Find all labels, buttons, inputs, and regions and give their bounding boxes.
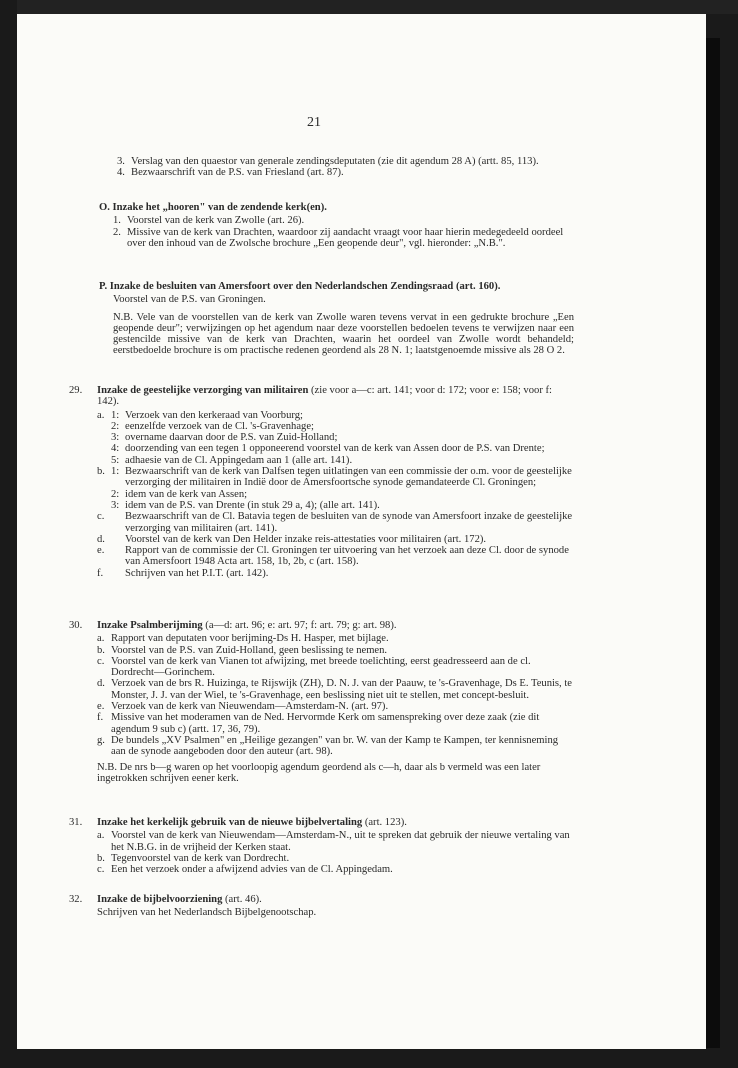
section-reference: (art. 123). bbox=[364, 817, 407, 828]
item-label: c. bbox=[97, 511, 105, 523]
section-reference: (a—d: art. 96; e: art. 97; f: art. 79; g: art. 98). bbox=[205, 620, 397, 631]
item-label: e. bbox=[97, 701, 105, 713]
item-text: Verzoek van de brs R. Huizinga, te Rijswijk (ZH), D. N. J. van der Paauw, te 's-Gravenhage, Ds E. Teunis, te Monster, J. J. van der Wiel, te 's-Gravenhage, een beslissing niet uit te stellen, met concept-besluit. bbox=[111, 678, 572, 701]
list-item bbox=[97, 568, 574, 579]
item-text: Rapport van de commissie der Cl. Groningen ter uitvoering van het verzoek aan deze Cl. door de synode van Amersfoort 1948 Acta art. 158, 1b, 2b, c (art. 158). bbox=[125, 545, 569, 568]
intro-list bbox=[117, 156, 572, 179]
section-reference: (art. 46). bbox=[225, 894, 262, 905]
item-sublabel: 3: bbox=[111, 499, 120, 511]
list-item bbox=[97, 511, 574, 534]
item-label: g. bbox=[97, 734, 105, 746]
item-label: b. bbox=[97, 852, 105, 864]
list-item bbox=[97, 678, 574, 701]
list-item bbox=[97, 466, 574, 489]
item-text: doorzending van een tegen 1 opponeerend voorstel van de kerk van Assen door de P.S. van Drente; bbox=[125, 443, 545, 455]
list-item bbox=[97, 830, 574, 853]
item-label bbox=[97, 489, 111, 500]
item-label: 1. bbox=[113, 215, 121, 227]
note: N.B. Vele van de voorstellen van de kerk van Zwolle waren tevens vervat in een gedrukte brochure „Een geopende deur"; verwijzingen op het agendum naar deze voorstellen bedoelen tevens te verwijzen naar een gestencilde missive van de kerk van Drachten, waarin het oordeel van Zwolle wordt behandeld; eerstbedoelde brochure is om practische redenen geordend als 28 N. 1; laatstgenoemde missive als 28 O 2. bbox=[113, 311, 574, 357]
section-title: O. Inzake het „hooren" van de zendende kerk(en). bbox=[99, 202, 327, 213]
list-item: Missive van de kerk van Drachten, waardoor zij aandacht vraagt voor haar hierin medegedeeld oordeel over den inhoud van de Zwolsche brochure „Een geopende deur", vgl. hieronder: „N.B.". bbox=[127, 226, 564, 249]
item-text: idem van de kerk van Assen; bbox=[125, 488, 248, 500]
item-label: c. bbox=[97, 864, 105, 876]
section-subtitle: Schrijven van het Nederlandsch Bijbelgenootschap. bbox=[97, 907, 317, 919]
item-label: b. bbox=[97, 644, 105, 656]
note: N.B. De nrs b—g waren op het voorloopig agendum geordend als c—h, daar als b vermeld was een later ingetrokken schrijven eener kerk. bbox=[97, 761, 541, 784]
item-label: d. bbox=[97, 533, 105, 545]
list-item bbox=[97, 545, 574, 568]
item-text: overname daarvan door de P.S. van Zuid-Holland; bbox=[125, 432, 338, 444]
list-item bbox=[97, 421, 574, 432]
list-item bbox=[97, 410, 574, 421]
list-item bbox=[97, 853, 574, 864]
item-text: Voorstel van de kerk van Vianen tot afwijzing, met breede toelichting, eerst geadresseerd aan de cl. Dordrecht—Gorinchem. bbox=[111, 655, 531, 679]
item-list bbox=[69, 410, 574, 579]
item-text: idem van de P.S. van Drente (in stuk 29 a, 4); (alle art. 141). bbox=[125, 499, 380, 511]
scan-border-top bbox=[17, 0, 738, 14]
section-number: 32. bbox=[69, 894, 83, 905]
section-number: 30. bbox=[69, 620, 83, 631]
document-page bbox=[17, 14, 706, 1049]
item-sublabel: 1: bbox=[111, 409, 120, 421]
section-number: 31. bbox=[69, 817, 83, 828]
section-30 bbox=[69, 620, 574, 784]
item-text: Voorstel van de kerk van Den Helder inzake reis-attestaties voor militairen (art. 172). bbox=[125, 533, 487, 545]
item-label: a. bbox=[97, 633, 105, 645]
section-title: Inzake de geestelijke verzorging van militairen bbox=[97, 385, 309, 396]
item-text: Missive van het moderamen van de Ned. Hervormde Kerk om samenspreking over deze zaak (zie dit agendum 9 sub c) (artt. 17, 36, 79). bbox=[111, 712, 540, 735]
section-32 bbox=[69, 894, 574, 919]
section-number: 29. bbox=[69, 385, 83, 396]
item-sublabel: 4: bbox=[111, 443, 120, 455]
list-item bbox=[97, 701, 574, 712]
section-subtitle: Voorstel van de P.S. van Groningen. bbox=[113, 294, 266, 306]
item-label: f. bbox=[97, 567, 104, 579]
list-item bbox=[97, 489, 574, 500]
section-reference: (zie voor a—c: art. 141; voor d: 172; voor e: 158; voor f: 142). bbox=[97, 385, 552, 408]
list-item bbox=[97, 864, 574, 875]
item-text: adhaesie van de Cl. Appingedam aan 1 (alle art. 141). bbox=[125, 454, 353, 466]
scan-border-right bbox=[706, 38, 720, 1048]
section-29 bbox=[69, 385, 574, 579]
item-label: b. bbox=[97, 466, 105, 478]
item-text: Bezwaarschrift van de Cl. Batavia tegen de besluiten van de synode van Amersfoort inzake de geestelijke verzorging van militairen (art. 141). bbox=[125, 511, 573, 534]
list-item bbox=[97, 443, 574, 454]
item-text: Voorstel van de P.S. van Zuid-Holland, geen beslissing te nemen. bbox=[111, 644, 388, 656]
item-text: Verzoek van de kerk van Nieuwendam—Amsterdam-N. (art. 97). bbox=[111, 701, 389, 713]
item-sublabel bbox=[111, 568, 125, 579]
list-item bbox=[97, 455, 574, 466]
item-text: Een het verzoek onder a afwijzend advies van de Cl. Appingedam. bbox=[111, 864, 393, 876]
list-item bbox=[97, 645, 574, 656]
list-item bbox=[97, 432, 574, 443]
item-label bbox=[97, 443, 111, 454]
item-sublabel bbox=[111, 545, 125, 568]
item-text: Tegenvoorstel van de kerk van Dordrecht. bbox=[111, 852, 290, 864]
item-label: 3. bbox=[117, 156, 125, 167]
item-text: Voorstel van de kerk van Nieuwendam—Amsterdam-N., uit te spreken dat gebruik der nieuwe vertaling van het N.B.G. in de vrijheid der Kerken staat. bbox=[111, 830, 570, 853]
item-text: Schrijven van het P.I.T. (art. 142). bbox=[125, 567, 269, 579]
item-label bbox=[97, 421, 111, 432]
item-label bbox=[97, 500, 111, 511]
section-p bbox=[99, 281, 574, 357]
section-o bbox=[99, 202, 574, 249]
list-item bbox=[97, 735, 574, 758]
item-label bbox=[97, 432, 111, 443]
section-title: Inzake het kerkelijk gebruik van de nieuwe bijbelvertaling bbox=[97, 817, 363, 828]
item-sublabel bbox=[111, 534, 125, 545]
item-label: a. bbox=[97, 830, 105, 842]
section-31 bbox=[69, 817, 574, 875]
list-item bbox=[97, 534, 574, 545]
item-label: f. bbox=[97, 712, 104, 724]
list-item bbox=[97, 633, 574, 644]
list-item: Verslag van den quaestor van generale zendingsdeputaten (zie dit agendum 28 A) (artt. 85, 113). bbox=[131, 156, 539, 167]
item-sublabel: 2: bbox=[111, 488, 120, 500]
item-text: Verzoek van den kerkeraad van Voorburg; bbox=[125, 409, 303, 421]
item-text: Bezwaarschrift van de kerk van Dalfsen tegen uitlatingen van een commissie der o.m. voor de geestelijke verzorging der militairen in Indië door de Amersfoortsche synode gemandateerde Cl. Groningen; bbox=[125, 466, 572, 489]
section-title: P. Inzake de besluiten van Amersfoort over den Nederlandschen Zendingsraad (art. 160). bbox=[99, 281, 501, 292]
item-sublabel: 5: bbox=[111, 454, 120, 466]
section-title: Inzake de bijbelvoorziening bbox=[97, 894, 223, 905]
item-sublabel: 3: bbox=[111, 432, 120, 444]
list-item bbox=[97, 500, 574, 511]
item-list bbox=[69, 830, 574, 875]
item-label: 4. bbox=[117, 167, 125, 179]
item-sublabel bbox=[111, 511, 125, 534]
item-label: 2. bbox=[113, 226, 121, 238]
item-text: eenzelfde verzoek van de Cl. 's-Gravenhage; bbox=[125, 420, 314, 432]
item-label: c. bbox=[97, 655, 105, 667]
list-item bbox=[97, 712, 574, 735]
list-item: Bezwaarschrift van de P.S. van Friesland (art. 87). bbox=[131, 167, 344, 179]
page-number: 21 bbox=[307, 115, 321, 130]
item-text: Rapport van deputaten voor berijming-Ds H. Hasper, met bijlage. bbox=[111, 633, 389, 645]
section-title: Inzake Psalmberijming bbox=[97, 620, 203, 631]
item-label: d. bbox=[97, 678, 105, 690]
item-text: De bundels „XV Psalmen" en „Heilige gezangen" van br. W. van der Kamp te Kampen, ter kennisneming aan de synode aangeboden door den auteur (art. 98). bbox=[111, 734, 559, 758]
item-sublabel: 1: bbox=[111, 466, 120, 478]
list-item: Voorstel van de kerk van Zwolle (art. 26). bbox=[127, 215, 305, 227]
item-sublabel: 2: bbox=[111, 420, 120, 432]
item-label: a. bbox=[97, 409, 105, 421]
list-item bbox=[97, 656, 574, 679]
item-list bbox=[69, 633, 574, 757]
item-label: e. bbox=[97, 545, 105, 557]
item-label bbox=[97, 455, 111, 466]
